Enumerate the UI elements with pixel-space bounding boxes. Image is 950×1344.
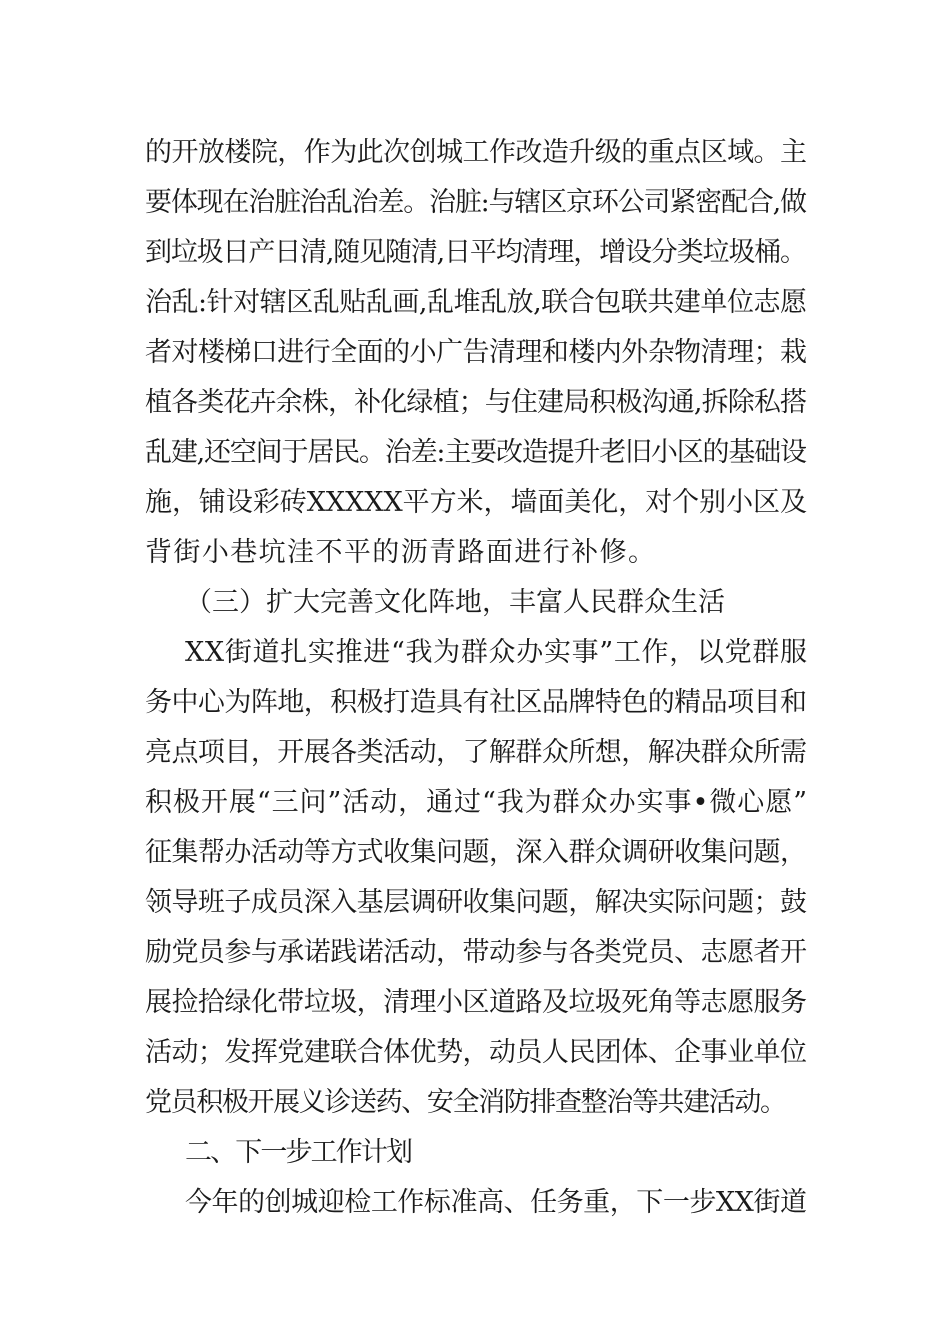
text-line <box>0 233 950 273</box>
section-heading-text: 二、下一步工作计划 <box>185 1137 412 1168</box>
paragraph-first-line <box>0 633 950 673</box>
text-line <box>0 733 950 773</box>
text-line-content: XX街道扎实推进“我为群众办实事”工作，以党群服 <box>185 637 808 668</box>
text-line-content: 励党员参与承诺践诺活动，带动参与各类党员、志愿者开 <box>145 937 807 968</box>
text-line-content: 党员积极开展义诊送药、安全消防排查整治等共建活动。 <box>145 1087 786 1118</box>
text-line-content: 务中心为阵地，积极打造具有社区品牌特色的精品项目和 <box>145 687 807 718</box>
text-line-content: 今年的创城迎检工作标准高、任务重，下一步XX街道 <box>185 1187 807 1218</box>
text-line-content: 展捡拾绿化带垃圾，清理小区道路及垃圾死角等志愿服务 <box>145 987 807 1018</box>
text-line <box>0 683 950 723</box>
text-line-content: 者对楼梯口进行全面的小广告清理和楼内外杂物清理；栽 <box>145 337 807 368</box>
text-line <box>0 483 950 523</box>
text-line <box>0 983 950 1023</box>
section-heading <box>0 583 950 623</box>
text-line <box>0 533 950 573</box>
text-line <box>0 183 950 223</box>
text-line-content: 要体现在治脏治乱治差。治脏:与辖区京环公司紧密配合,做 <box>145 187 806 218</box>
paragraph-first-line <box>0 1183 950 1223</box>
text-line-content: 乱建,还空间于居民。治差:主要改造提升老旧小区的基础设 <box>145 437 806 468</box>
text-line-content: 积极开展“三问”活动，通过“我为群众办实事•微心愿” <box>145 787 808 818</box>
text-line-content: 领导班子成员深入基层调研收集问题，解决实际问题；鼓 <box>145 887 807 918</box>
text-line <box>0 333 950 373</box>
text-line <box>0 883 950 923</box>
text-line <box>0 433 950 473</box>
text-line-content: 的开放楼院，作为此次创城工作改造升级的重点区域。主 <box>145 137 807 168</box>
text-line <box>0 783 950 823</box>
text-line-content: 活动；发挥党建联合体优势，动员人民团体、企事业单位 <box>145 1037 807 1068</box>
text-line-content: 亮点项目，开展各类活动，了解群众所想，解决群众所需 <box>145 737 807 768</box>
text-line <box>0 1083 950 1123</box>
section-heading <box>0 1133 950 1173</box>
text-line-content: 到垃圾日产日清,随见随清,日平均清理，增设分类垃圾桶。 <box>145 237 806 268</box>
text-line-content: 征集帮办活动等方式收集问题，深入群众调研收集问题， <box>145 837 807 868</box>
text-line-content: 治乱:针对辖区乱贴乱画,乱堆乱放,联合包联共建单位志愿 <box>145 287 807 318</box>
text-line <box>0 933 950 973</box>
text-line-content: 施，铺设彩砖XXXXX平方米，墙面美化，对个别小区及 <box>145 487 807 518</box>
text-line <box>0 383 950 423</box>
text-line-content: 背街小巷坑洼不平的沥青路面进行补修。 <box>145 537 657 568</box>
text-line <box>0 833 950 873</box>
text-line <box>0 1033 950 1073</box>
section-heading-text: （三）扩大完善文化阵地，丰富人民群众生活 <box>185 587 725 618</box>
text-line-content: 植各类花卉余株，补化绿植；与住建局积极沟通,拆除私搭 <box>145 387 807 418</box>
text-line <box>0 283 950 323</box>
text-line <box>0 133 950 173</box>
